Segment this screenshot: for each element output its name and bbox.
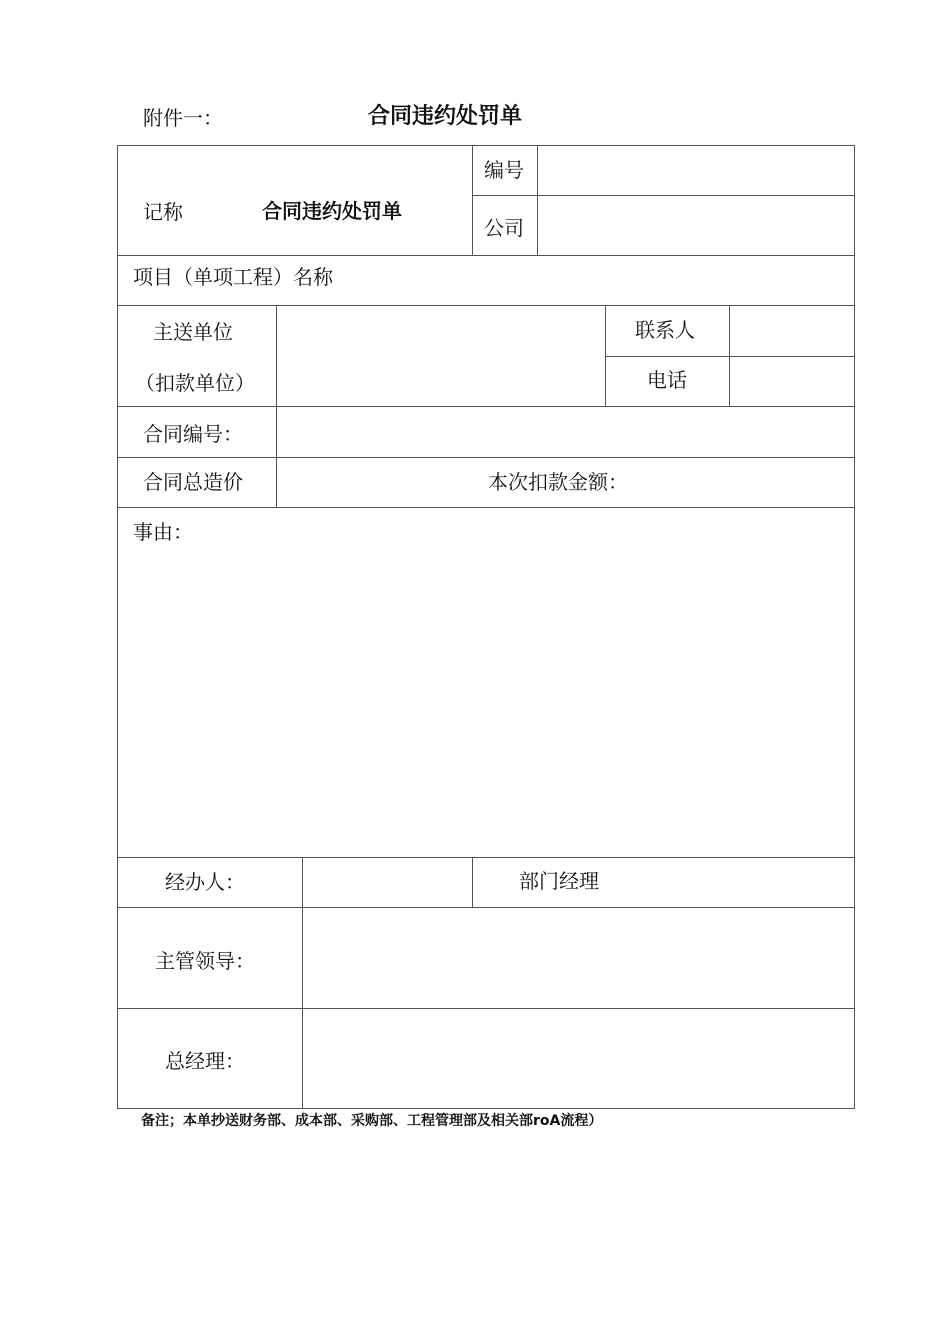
company-field[interactable] [538, 196, 853, 254]
handler-label: 经办人： [165, 870, 245, 894]
phone-label: 电话 [647, 368, 687, 392]
dept-manager-label: 部门经理 [519, 869, 599, 893]
company-label: 公司 [484, 216, 524, 240]
sender-unit-label: 主送单位 [153, 320, 233, 344]
deduction-unit-label: （扣款单位） [135, 371, 255, 395]
contract-number-label: 合同编号： [143, 422, 243, 446]
sender-unit-field[interactable] [277, 306, 604, 405]
project-name-label: 项目（单项工程）名称 [133, 265, 333, 289]
contract-total-label: 合同总造价 [143, 470, 243, 494]
reason-field[interactable] [118, 550, 853, 856]
reason-label: 事由： [133, 520, 193, 544]
contract-number-field[interactable] [277, 407, 853, 456]
general-manager-field[interactable] [303, 1009, 853, 1107]
record-value: 合同违约处罚单 [262, 199, 402, 223]
attachment-label: 附件一： [143, 106, 223, 130]
number-field[interactable] [538, 146, 853, 194]
supervisor-label: 主管领导： [155, 949, 255, 973]
contact-field[interactable] [730, 306, 853, 355]
deduction-amount-label: 本次扣款金额： [488, 470, 628, 494]
project-name-field[interactable] [360, 256, 853, 304]
record-label: 记称 [143, 200, 183, 224]
phone-field[interactable] [730, 357, 853, 405]
page-title: 合同违约处罚单 [368, 104, 523, 129]
general-manager-label: 总经理： [165, 1049, 245, 1073]
footer-note: 备注；本单抄送财务部、成本部、采购部、工程管理部及相关部roA流程） [141, 1113, 603, 1129]
contact-label: 联系人 [635, 318, 695, 342]
supervisor-field[interactable] [303, 908, 853, 1007]
deduction-amount-field[interactable] [640, 458, 853, 506]
number-label: 编号 [484, 158, 524, 182]
handler-field[interactable] [303, 858, 471, 906]
dept-manager-field[interactable] [620, 858, 853, 906]
top-left-field[interactable] [118, 146, 471, 194]
